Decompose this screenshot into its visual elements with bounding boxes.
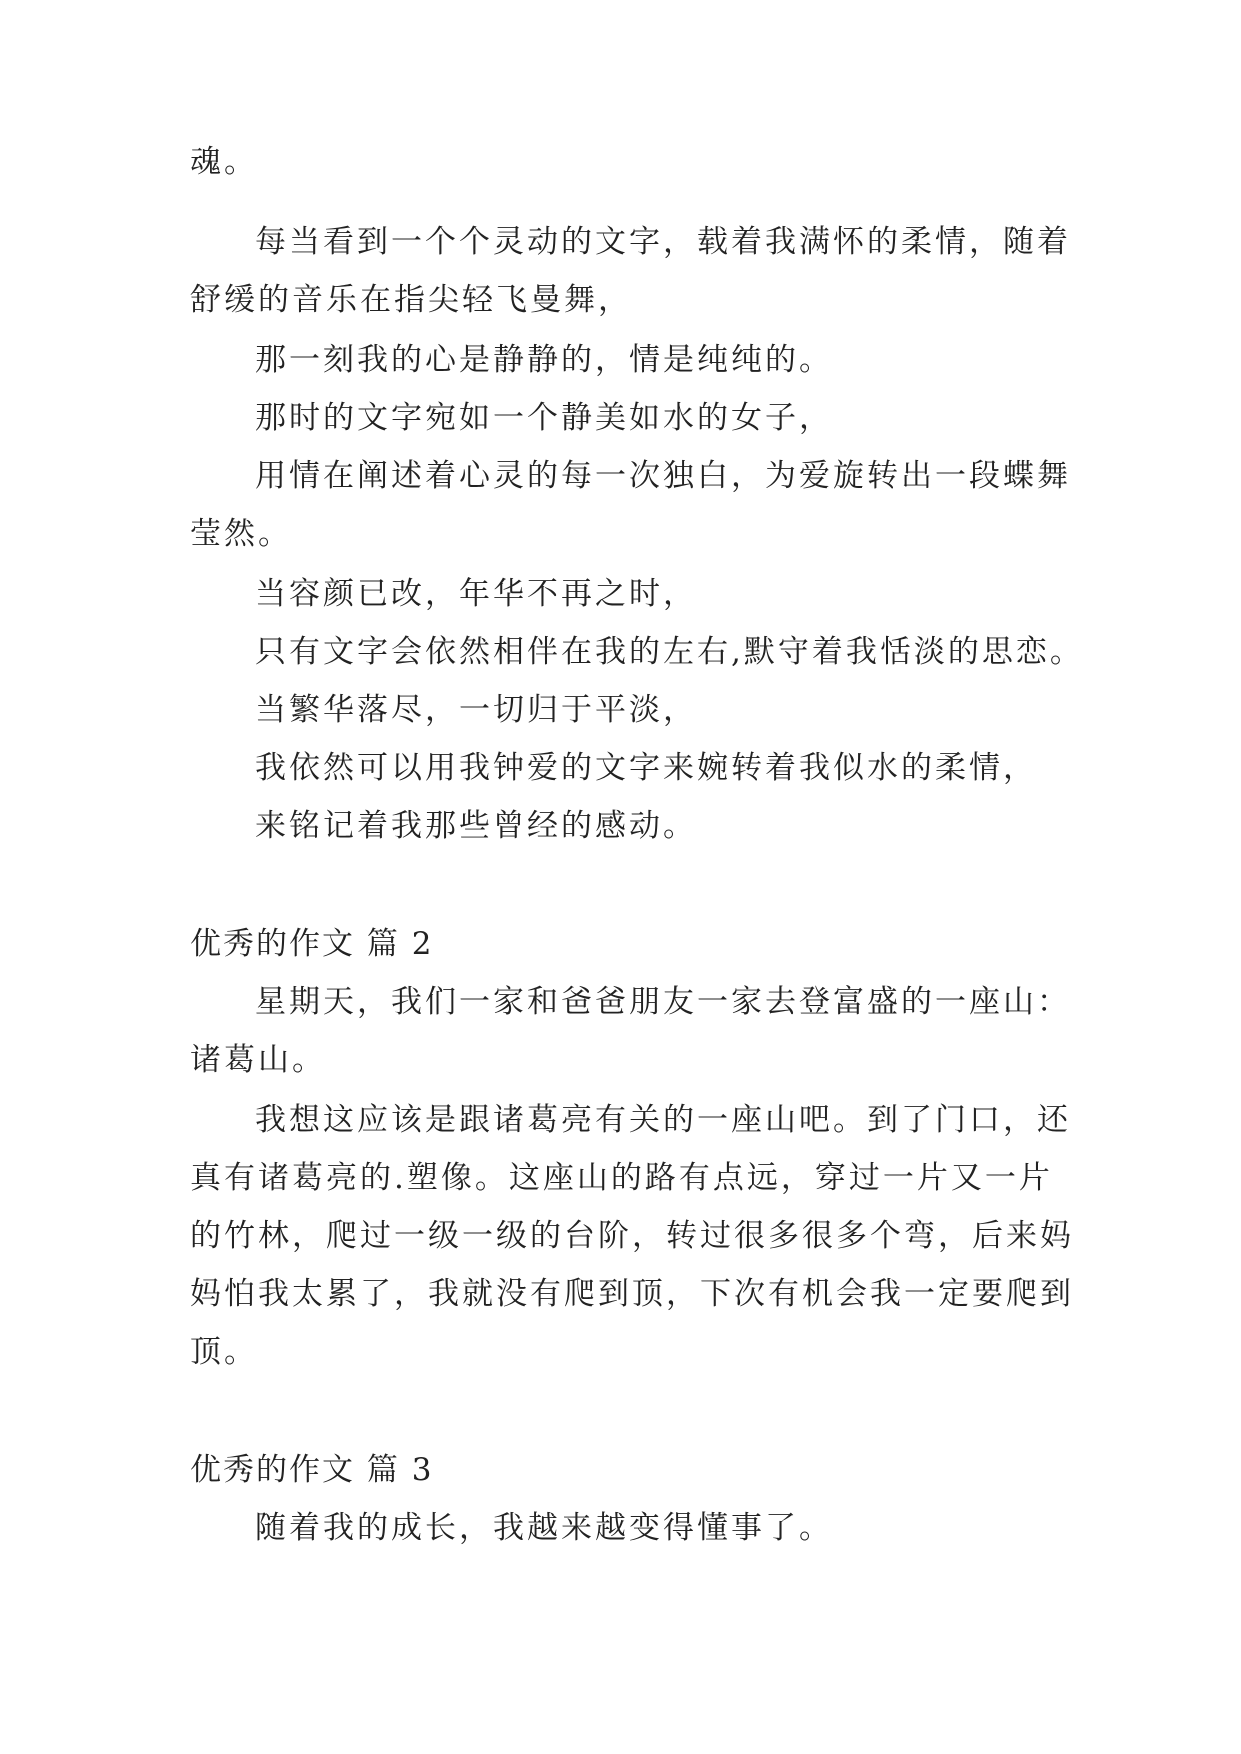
- paragraph-line: 星期天，我们一家和爸爸朋友一家去登富盛的一座山：: [255, 984, 1071, 1020]
- paragraph-line: 莹然。: [190, 516, 292, 552]
- paragraph-line: 我依然可以用我钟爱的文字来婉转着我似水的柔情，: [255, 750, 1037, 786]
- section-heading: 优秀的作文 篇 3: [190, 1452, 434, 1488]
- paragraph-line: 当容颜已改，年华不再之时，: [255, 576, 697, 612]
- paragraph-line: 每当看到一个个灵动的文字，载着我满怀的柔情，随着: [255, 224, 1071, 260]
- paragraph-line: 魂。: [190, 144, 258, 180]
- paragraph-line: 我想这应该是跟诸葛亮有关的一座山吧。到了门口，还: [255, 1102, 1071, 1138]
- paragraph-line: 那一刻我的心是静静的，情是纯纯的。: [255, 342, 833, 378]
- paragraph-line: 来铭记着我那些曾经的感动。: [255, 808, 697, 844]
- paragraph-line: 真有诸葛亮的.塑像。这座山的路有点远，穿过一片又一片: [190, 1160, 1053, 1196]
- paragraph-line: 随着我的成长，我越来越变得懂事了。: [255, 1510, 833, 1546]
- paragraph-line: 顶。: [190, 1334, 258, 1370]
- paragraph-line: 用情在阐述着心灵的每一次独白，为爱旋转出一段蝶舞: [255, 458, 1071, 494]
- paragraph-line: 当繁华落尽，一切归于平淡，: [255, 692, 697, 728]
- paragraph-line: 的竹林，爬过一级一级的台阶，转过很多很多个弯，后来妈: [190, 1218, 1074, 1254]
- paragraph-line: 妈怕我太累了，我就没有爬到顶，下次有机会我一定要爬到: [190, 1276, 1074, 1312]
- paragraph-line: 那时的文字宛如一个静美如水的女子，: [255, 400, 833, 436]
- paragraph-line: 只有文字会依然相伴在我的左右,默守着我恬淡的思恋。: [255, 634, 1084, 670]
- paragraph-line: 舒缓的音乐在指尖轻飞曼舞，: [190, 282, 632, 318]
- section-heading: 优秀的作文 篇 2: [190, 926, 434, 962]
- paragraph-line: 诸葛山。: [190, 1042, 326, 1078]
